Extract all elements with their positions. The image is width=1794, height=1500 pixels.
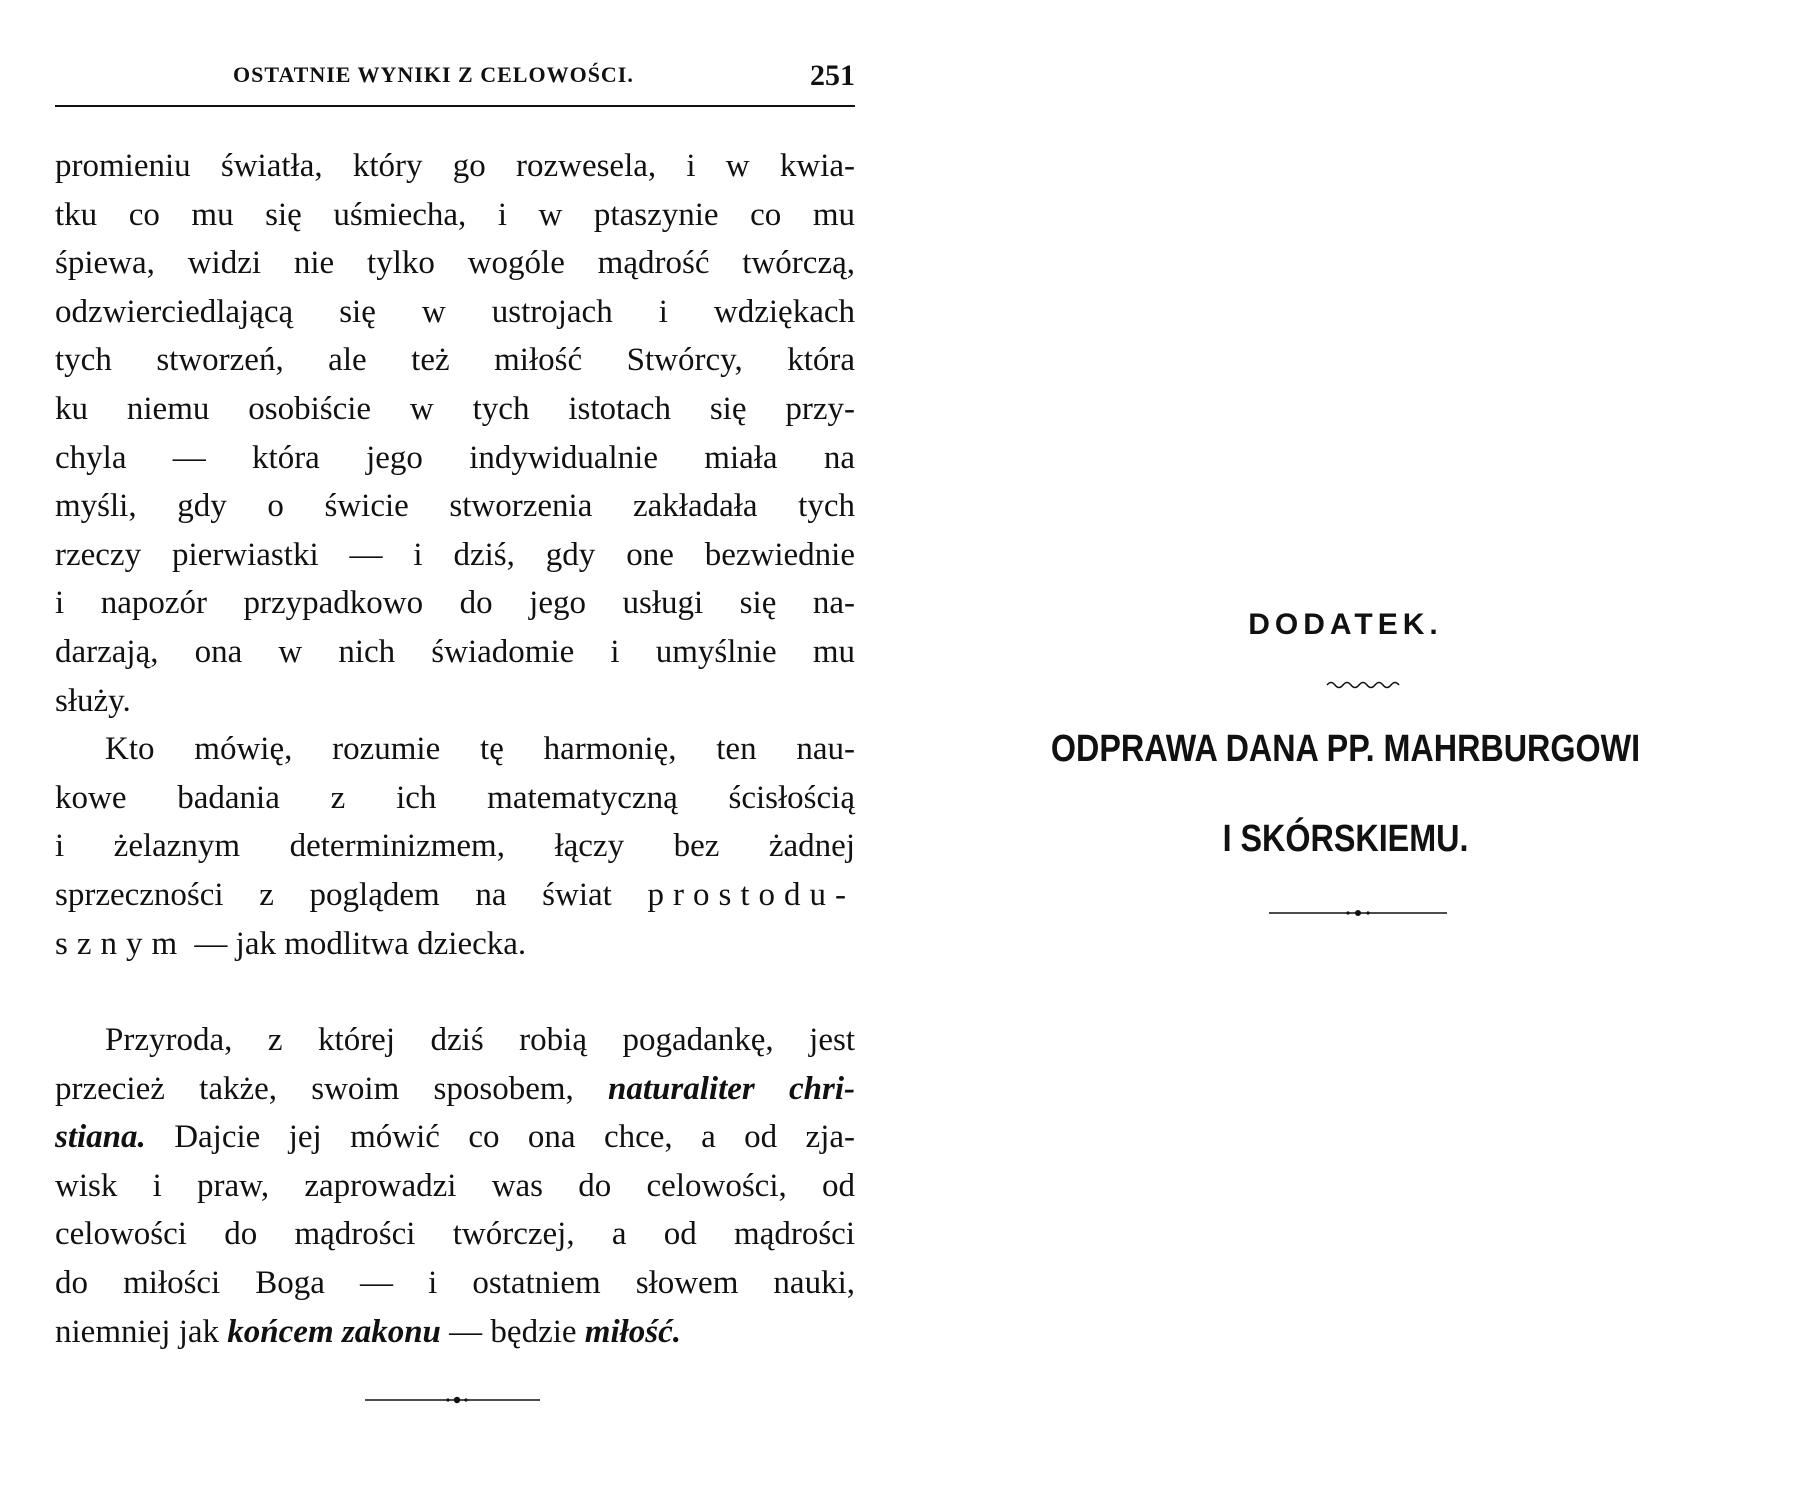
text-line: Kto mówię, rozumie tę harmonię, ten nau- <box>105 731 855 768</box>
paragraph-3 <box>55 1016 855 1356</box>
appendix-title: ODPRAWA DANA PP. MAHRBURGOWI <box>1050 728 1641 770</box>
text-line: kowe badania z ich matematyczną ścisłością <box>55 779 855 816</box>
text-line: chyla — która jego indywidualnie miała na <box>55 439 855 476</box>
text-line: myśli, gdy o świcie stworzenia zakładała tych <box>55 488 855 525</box>
wavy-rule <box>1325 678 1401 692</box>
text-line: i żelaznym determinizmem, łączy bez żadnej <box>55 828 855 865</box>
text-line: celowości do mądrości twórczej, a od mądrości <box>55 1216 855 1253</box>
spaced-text: sznym <box>55 925 187 962</box>
paragraph-2 <box>55 725 855 968</box>
text-line: wisk i praw, zaprowadzi was do celowości, od <box>55 1167 855 1204</box>
text-line <box>55 1113 855 1162</box>
text-line <box>55 871 855 920</box>
text-run: — będzie <box>440 1313 585 1350</box>
text-run: — jak modlitwa dziecka. <box>186 925 527 962</box>
text-line <box>55 1065 855 1114</box>
italic-text: końcem zakonu <box>227 1313 441 1350</box>
paragraph-gap <box>55 968 855 1016</box>
text-line: ku niemu osobiście w tych istotach się przy- <box>55 390 855 427</box>
text-run: Dajcie jej mówić co ona chce, a od zja- <box>145 1119 855 1156</box>
text-line <box>55 920 855 969</box>
body-text <box>55 142 855 1356</box>
italic-text: miłość. <box>584 1313 682 1350</box>
text-line: i napozór przypadkowo do jego usługi się na- <box>55 585 855 622</box>
end-ornament <box>1269 907 1447 919</box>
text-line: darzają, ona w nich świadomie i umyślnie mu <box>55 633 855 670</box>
paragraph-1 <box>55 142 855 725</box>
text-run: przecież także, swoim sposobem, <box>55 1070 609 1107</box>
text-run: niemniej jak <box>55 1313 228 1350</box>
appendix-subtitle: I SKÓRSKIEMU. <box>1222 818 1469 860</box>
text-line: rzeczy pierwiastki — i dziś, gdy one bezwiednie <box>55 536 855 573</box>
text-line: Przyroda, z której dziś robią pogadankę, jest <box>105 1022 855 1059</box>
text-line <box>55 1308 855 1357</box>
text-run: sprzeczności z poglądem na świat <box>55 876 648 913</box>
text-line: śpiewa, widzi nie tylko wogóle mądrość twórczą, <box>55 245 855 282</box>
spaced-text: prostodu- <box>647 876 855 913</box>
text-line: do miłości Boga — i ostatniem słowem nauki, <box>55 1265 855 1302</box>
page-number: 251 <box>810 59 855 92</box>
italic-text: stiana. <box>55 1119 146 1156</box>
header-rule <box>55 105 855 107</box>
italic-text: naturaliter chri- <box>608 1070 855 1107</box>
appendix-heading: DODATEK. <box>1248 608 1443 641</box>
text-line: promieniu światła, który go rozwesela, i w kwia- <box>55 148 855 184</box>
end-ornament <box>365 1394 540 1406</box>
text-line: służy. <box>55 682 131 719</box>
text-line: odzwierciedlającą się w ustrojach i wdziękach <box>55 293 855 330</box>
text-line: tych stworzeń, ale też miłość Stwórcy, która <box>55 342 855 379</box>
text-line: tku co mu się uśmiecha, i w ptaszynie co mu <box>55 196 855 233</box>
running-head-title: OSTATNIE WYNIKI Z CELOWOŚCI. <box>233 62 634 87</box>
right-page <box>897 0 1794 1500</box>
